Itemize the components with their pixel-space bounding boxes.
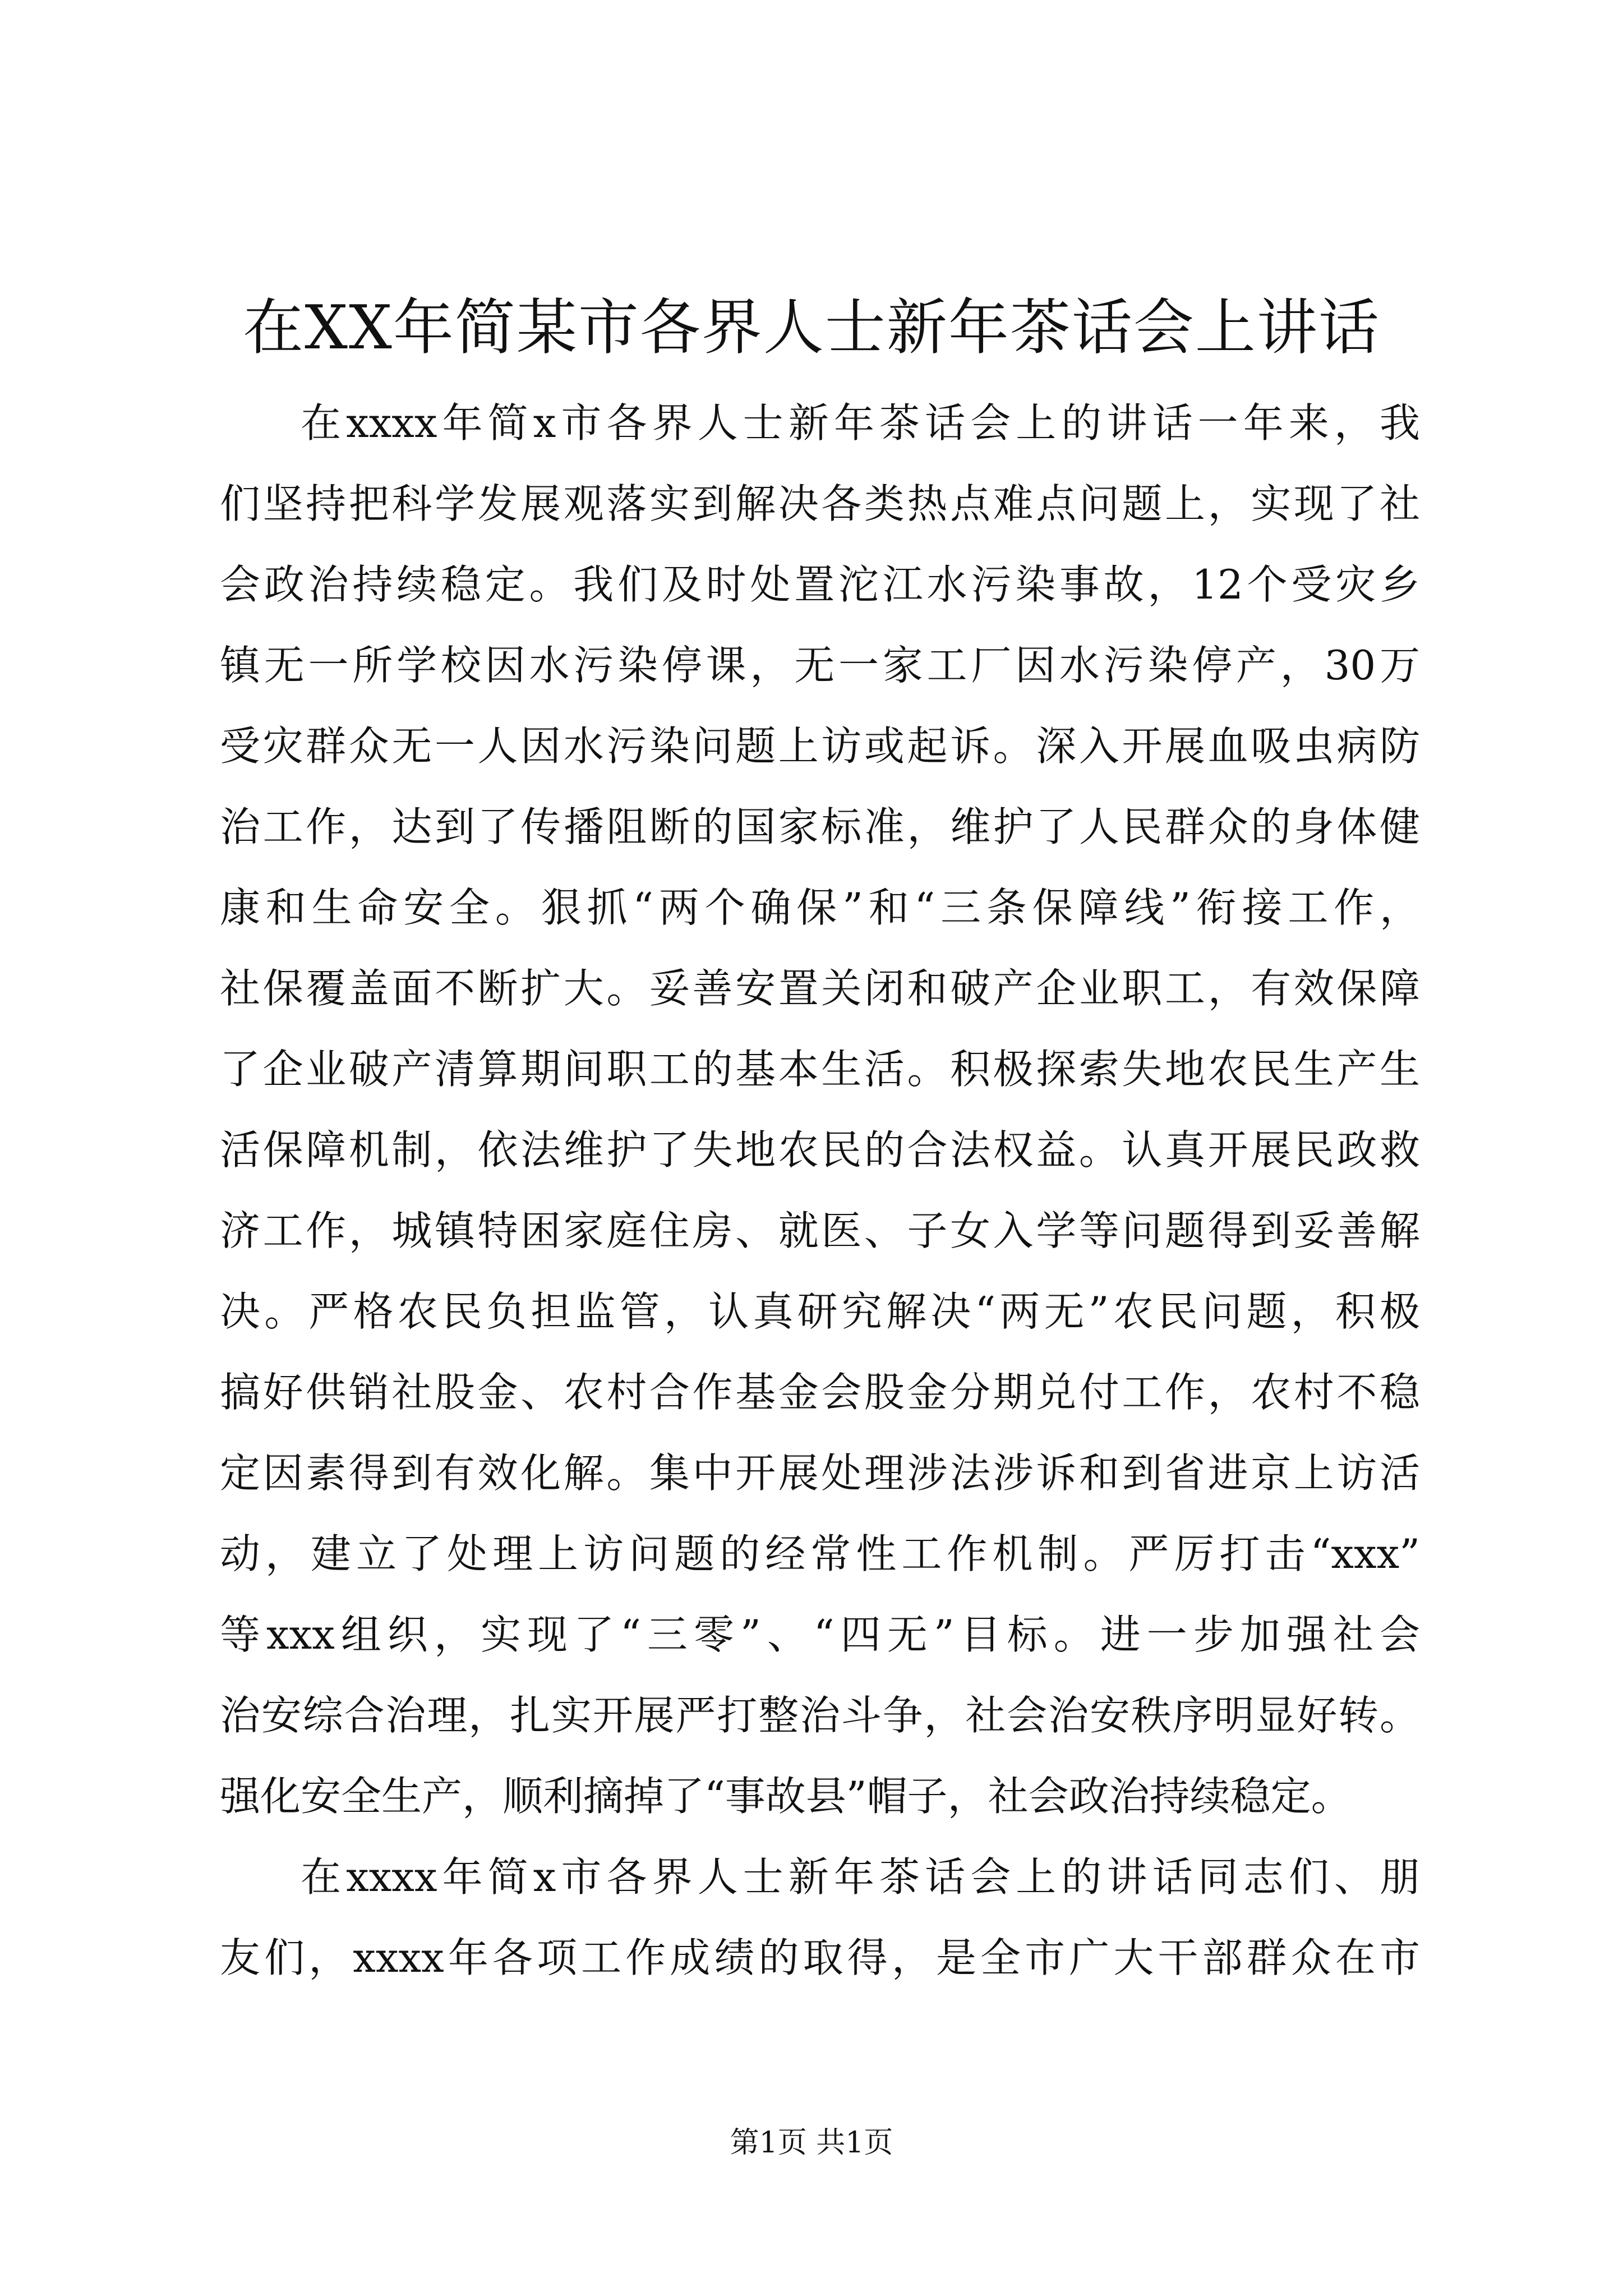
paragraph-1-line-15: 动，建立了处理上访问题的经常性工作机制。严厉打击“xxx” <box>220 1530 1420 1577</box>
paragraph-1-line-2: 们坚持把科学发展观落实到解决各类热点难点问题上，实现了社 <box>220 480 1420 527</box>
paragraph-1-line-18: 强化安全生产，顺利摘掉了“事故县”帽子，社会政治持续稳定。 <box>220 1773 1352 1820</box>
paragraph-1-line-13: 搞好供销社股金、农村合作基金会股金分期兑付工作，农村不稳 <box>220 1369 1420 1416</box>
paragraph-2-line-2: 友们，xxxx年各项工作成绩的取得，是全市广大干部群众在市 <box>220 1934 1420 1981</box>
paragraph-2-line-1: 在xxxx年简x市各界人士新年茶话会上的讲话同志们、朋 <box>301 1853 1420 1901</box>
paragraph-1-line-17: 治安综合治理，扎实开展严打整治斗争，社会治安秩序明显好转。 <box>220 1692 1420 1739</box>
paragraph-1-line-4: 镇无一所学校因水污染停课，无一家工厂因水污染停产，30万 <box>220 642 1420 689</box>
paragraph-1-line-3: 会政治持续稳定。我们及时处置沱江水污染事故，12个受灾乡 <box>220 561 1420 608</box>
paragraph-1-line-16: 等xxx组织，实现了“三零”、“四无”目标。进一步加强社会 <box>220 1611 1420 1658</box>
paragraph-1-line-12: 决。严格农民负担监管，认真研究解决“两无”农民问题，积极 <box>220 1288 1420 1335</box>
paragraph-1-line-6: 治工作，达到了传播阻断的国家标准，维护了人民群众的身体健 <box>220 803 1420 850</box>
paragraph-1-line-8: 社保覆盖面不断扩大。妥善安置关闭和破产企业职工，有效保障 <box>220 965 1420 1012</box>
document-body <box>220 383 1420 1998</box>
document-title: 在XX年简某市各界人士新年茶话会上讲话 <box>243 293 1380 363</box>
paragraph-1-line-11: 济工作，城镇特困家庭住房、就医、子女入学等问题得到妥善解 <box>220 1207 1420 1254</box>
paragraph-1-line-9: 了企业破产清算期间职工的基本生活。积极探索失地农民生产生 <box>220 1046 1420 1093</box>
paragraph-1-line-1: 在xxxx年简x市各界人士新年茶话会上的讲话一年来，我 <box>301 399 1420 447</box>
paragraph-1-line-5: 受灾群众无一人因水污染问题上访或起诉。深入开展血吸虫病防 <box>220 723 1420 770</box>
paragraph-1-line-10: 活保障机制，依法维护了失地农民的合法权益。认真开展民政救 <box>220 1126 1420 1174</box>
page-number-footer: 第1页 共1页 <box>730 2126 893 2160</box>
paragraph-1-line-14: 定因素得到有效化解。集中开展处理涉法涉诉和到省进京上访活 <box>220 1450 1420 1497</box>
paragraph-1-line-7: 康和生命安全。狠抓“两个确保”和“三条保障线”衔接工作， <box>220 884 1420 931</box>
